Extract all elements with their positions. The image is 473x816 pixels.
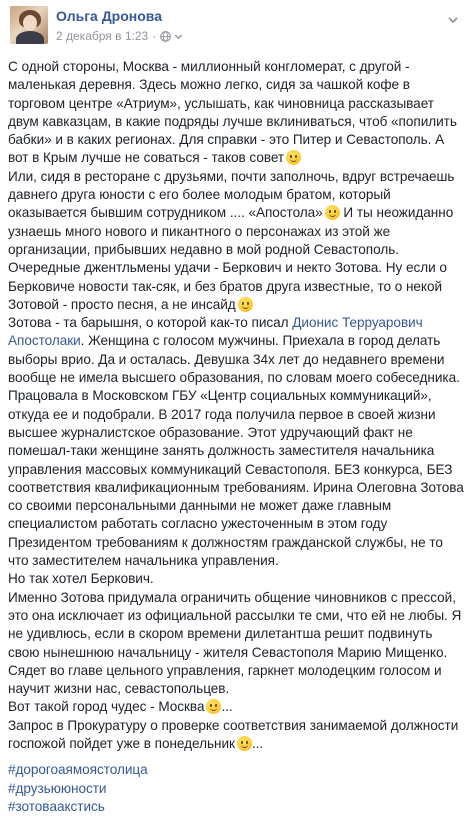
paragraph-9-text: Запрос в Прокуратуру о проверке соответствия занимаемой должности госпожой пойдет уже в понедельник xyxy=(8,717,459,751)
paragraph-8-tail: ... xyxy=(221,699,233,715)
avatar-body xyxy=(16,31,44,44)
paragraph-2-tail: И ты неожиданно узнаешь много нового и пикантного о персонажах из этой же организации, прибывших недавно в мой родной Севастополь. xyxy=(8,205,454,257)
paragraph-3-text: Очередные джентльмены удачи - Беркович и некто Зотова. Ну если о Берковиче новости так-сяк, и без братов друга известные, то о некой Зотовой - просто песня, а не инсайд xyxy=(8,260,447,312)
paragraph-7-text: Именно Зотова придумала ограничить общение чиновников с прессой, это она исключает из официальной рассылки те сми, что ей не любы. Я не удивлюсь, если в скором времени дилетантша решит подвинуть свою нынешнюю начальницу - жителя Севастополя Марию Мищенко. Сядет во главе цельного управления, гаркнет молодецким голосом и научит жизни нас, севастопольцев. xyxy=(8,589,462,697)
post-meta xyxy=(56,29,183,43)
laugh-emoji-icon xyxy=(325,205,340,220)
paragraph-8-text: Вот такой город чудес - Москва xyxy=(8,699,205,715)
hashtag-link[interactable]: #дорогоаямоястолица xyxy=(8,762,148,778)
paragraph-4 xyxy=(8,314,467,387)
hashtag-link[interactable]: #друзьююности xyxy=(8,780,107,796)
paragraph-4-text-before: Зотова - та барышня, о которой как-то писал xyxy=(8,315,293,331)
paragraph-9 xyxy=(8,717,467,754)
hashtag-link[interactable]: #зотовaакстись xyxy=(8,798,105,814)
paragraph-8 xyxy=(8,698,467,716)
post-header xyxy=(8,0,467,58)
post-date[interactable]: 2 декабря в 1:23 xyxy=(56,29,149,43)
author-name[interactable]: Ольга Дронова xyxy=(56,8,163,24)
hashtag-list xyxy=(8,761,467,816)
smile-emoji-icon xyxy=(238,297,253,312)
paragraph-1-text: С одной стороны, Москва - миллионный конгломерат, с другой - маленькая деревня. Здесь можно легко, сидя за чашкой кофе в торговом центре «Атриум», услышать, как чиновница рассказывает двум кавказцам, в какие подряды лучше вклиниваться, чтоб «попилить бабки» и в каких регионах. Для справки - это Питер и Севастополь. А вот в Крым лучше не соваться - таков совет xyxy=(8,59,457,166)
paragraph-2-text: Или, сидя в ресторане с друзьями, почти заполночь, вдруг встречаешь давнего друга юности с его более молодым братом, который оказывается бывшим сотрудником .... «Апостола» xyxy=(8,168,455,221)
smile-emoji-icon xyxy=(286,150,301,165)
author-avatar[interactable] xyxy=(10,6,48,44)
privacy-chevron-icon[interactable] xyxy=(174,32,183,41)
paragraph-4-text-after: . Женщина с голосом мужчины. Приехала в город делать выборы врио. Да и осталась. Девушка 34х лет до недавнего времени вообще не имела высшего образования, по словам моего собеседника. xyxy=(8,333,460,386)
meta-separator: · xyxy=(152,29,157,43)
paragraph-5-text: Працовала в Московском ГБУ «Центр социальных коммуникаций», откуда ее и подобрали. В 2017 года получила первое в своей жизни высшее журналистское образование. Этот удручающий факт не помешал-таки женщине занять должность заместителя начальника управления массовых коммуникаций Севастополя. БЕЗ конкурса, БЕЗ соответствия квалификационным требованиям. Ирина Олеговна Зотова со своими персональными данными не может даже главным специалистом работать согласно ужесточенным в этом году Президентом требованиям к должностям гражданской службы, не то что заместителем начальника управления. xyxy=(8,388,464,569)
paragraph-7 xyxy=(8,589,467,699)
paragraph-2 xyxy=(8,168,467,259)
paragraph-9-tail: ... xyxy=(251,735,264,751)
smile-emoji-icon xyxy=(237,736,252,751)
avatar-face xyxy=(23,15,37,31)
globe-icon xyxy=(160,31,171,42)
profile-link-apostolaki[interactable]: Дионис Терруарович Апостолаки xyxy=(8,315,423,349)
paragraph-6 xyxy=(8,570,467,588)
wink-emoji-icon xyxy=(206,699,221,714)
paragraph-1 xyxy=(8,58,467,168)
paragraph-6-text: Но так хотел Беркович. xyxy=(8,571,154,587)
post-body xyxy=(8,58,467,816)
paragraph-3 xyxy=(8,259,467,314)
paragraph-5 xyxy=(8,387,467,570)
post-options-chevron-icon[interactable] xyxy=(447,14,459,26)
